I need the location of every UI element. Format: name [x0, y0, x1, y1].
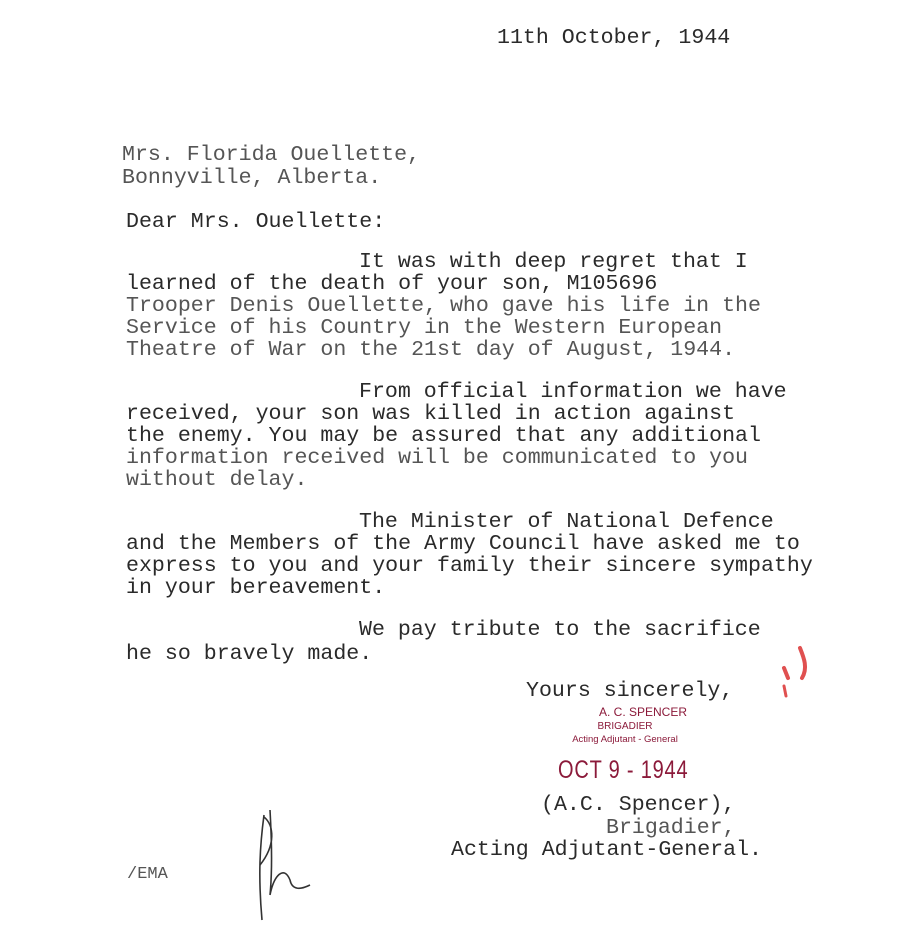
paragraph-3-line: in your bereavement.	[126, 576, 386, 600]
stamp-title: Acting Adjutant - General	[572, 734, 678, 745]
paragraph-4-line: he so bravely made.	[126, 642, 373, 666]
signature-rank: Brigadier,	[606, 816, 736, 840]
recipient-address: Bonnyville, Alberta.	[122, 166, 382, 190]
paragraph-2-line: without delay.	[126, 468, 308, 492]
date-stamp: OCT 9 - 1944	[558, 756, 689, 784]
paragraph-1-line: Service of his Country in the Western European	[126, 316, 723, 340]
paragraph-3-line: The Minister of National Defence	[359, 510, 774, 534]
paragraph-3-line: express to you and your family their sincere sympathy	[126, 554, 813, 578]
paragraph-1-line: It was with deep regret that I	[359, 250, 748, 274]
recipient-name: Mrs. Florida Ouellette,	[122, 143, 421, 167]
stamp-rank: BRIGADIER	[597, 721, 653, 732]
handwritten-initials	[250, 805, 320, 925]
letter-date: 11th October, 1944	[497, 26, 731, 50]
stamp-name: A. C. SPENCER	[598, 705, 688, 719]
paragraph-2-line: the enemy. You may be assured that any additional	[126, 424, 761, 448]
reference-initials: /EMA	[127, 865, 168, 884]
red-check-mark	[770, 640, 820, 700]
paragraph-3-line: and the Members of the Army Council have asked me to	[126, 532, 800, 556]
salutation: Dear Mrs. Ouellette:	[126, 210, 386, 234]
paragraph-1-line: Trooper Denis Ouellette, who gave his life in the	[126, 294, 761, 318]
paragraph-2-line: information received will be communicated to you	[126, 446, 749, 470]
signature-title: Acting Adjutant-General.	[451, 838, 763, 862]
paragraph-4-line: We pay tribute to the sacrifice	[359, 618, 761, 642]
signature-name: (A.C. Spencer),	[541, 793, 736, 817]
paragraph-1-line: learned of the death of your son, M105696	[126, 272, 658, 296]
paragraph-1-line: Theatre of War on the 21st day of August, 1944.	[126, 338, 736, 362]
paragraph-2-line: received, your son was killed in action against	[126, 402, 736, 426]
closing: Yours sincerely,	[526, 679, 734, 703]
paragraph-2-line: From official information we have	[359, 380, 787, 404]
